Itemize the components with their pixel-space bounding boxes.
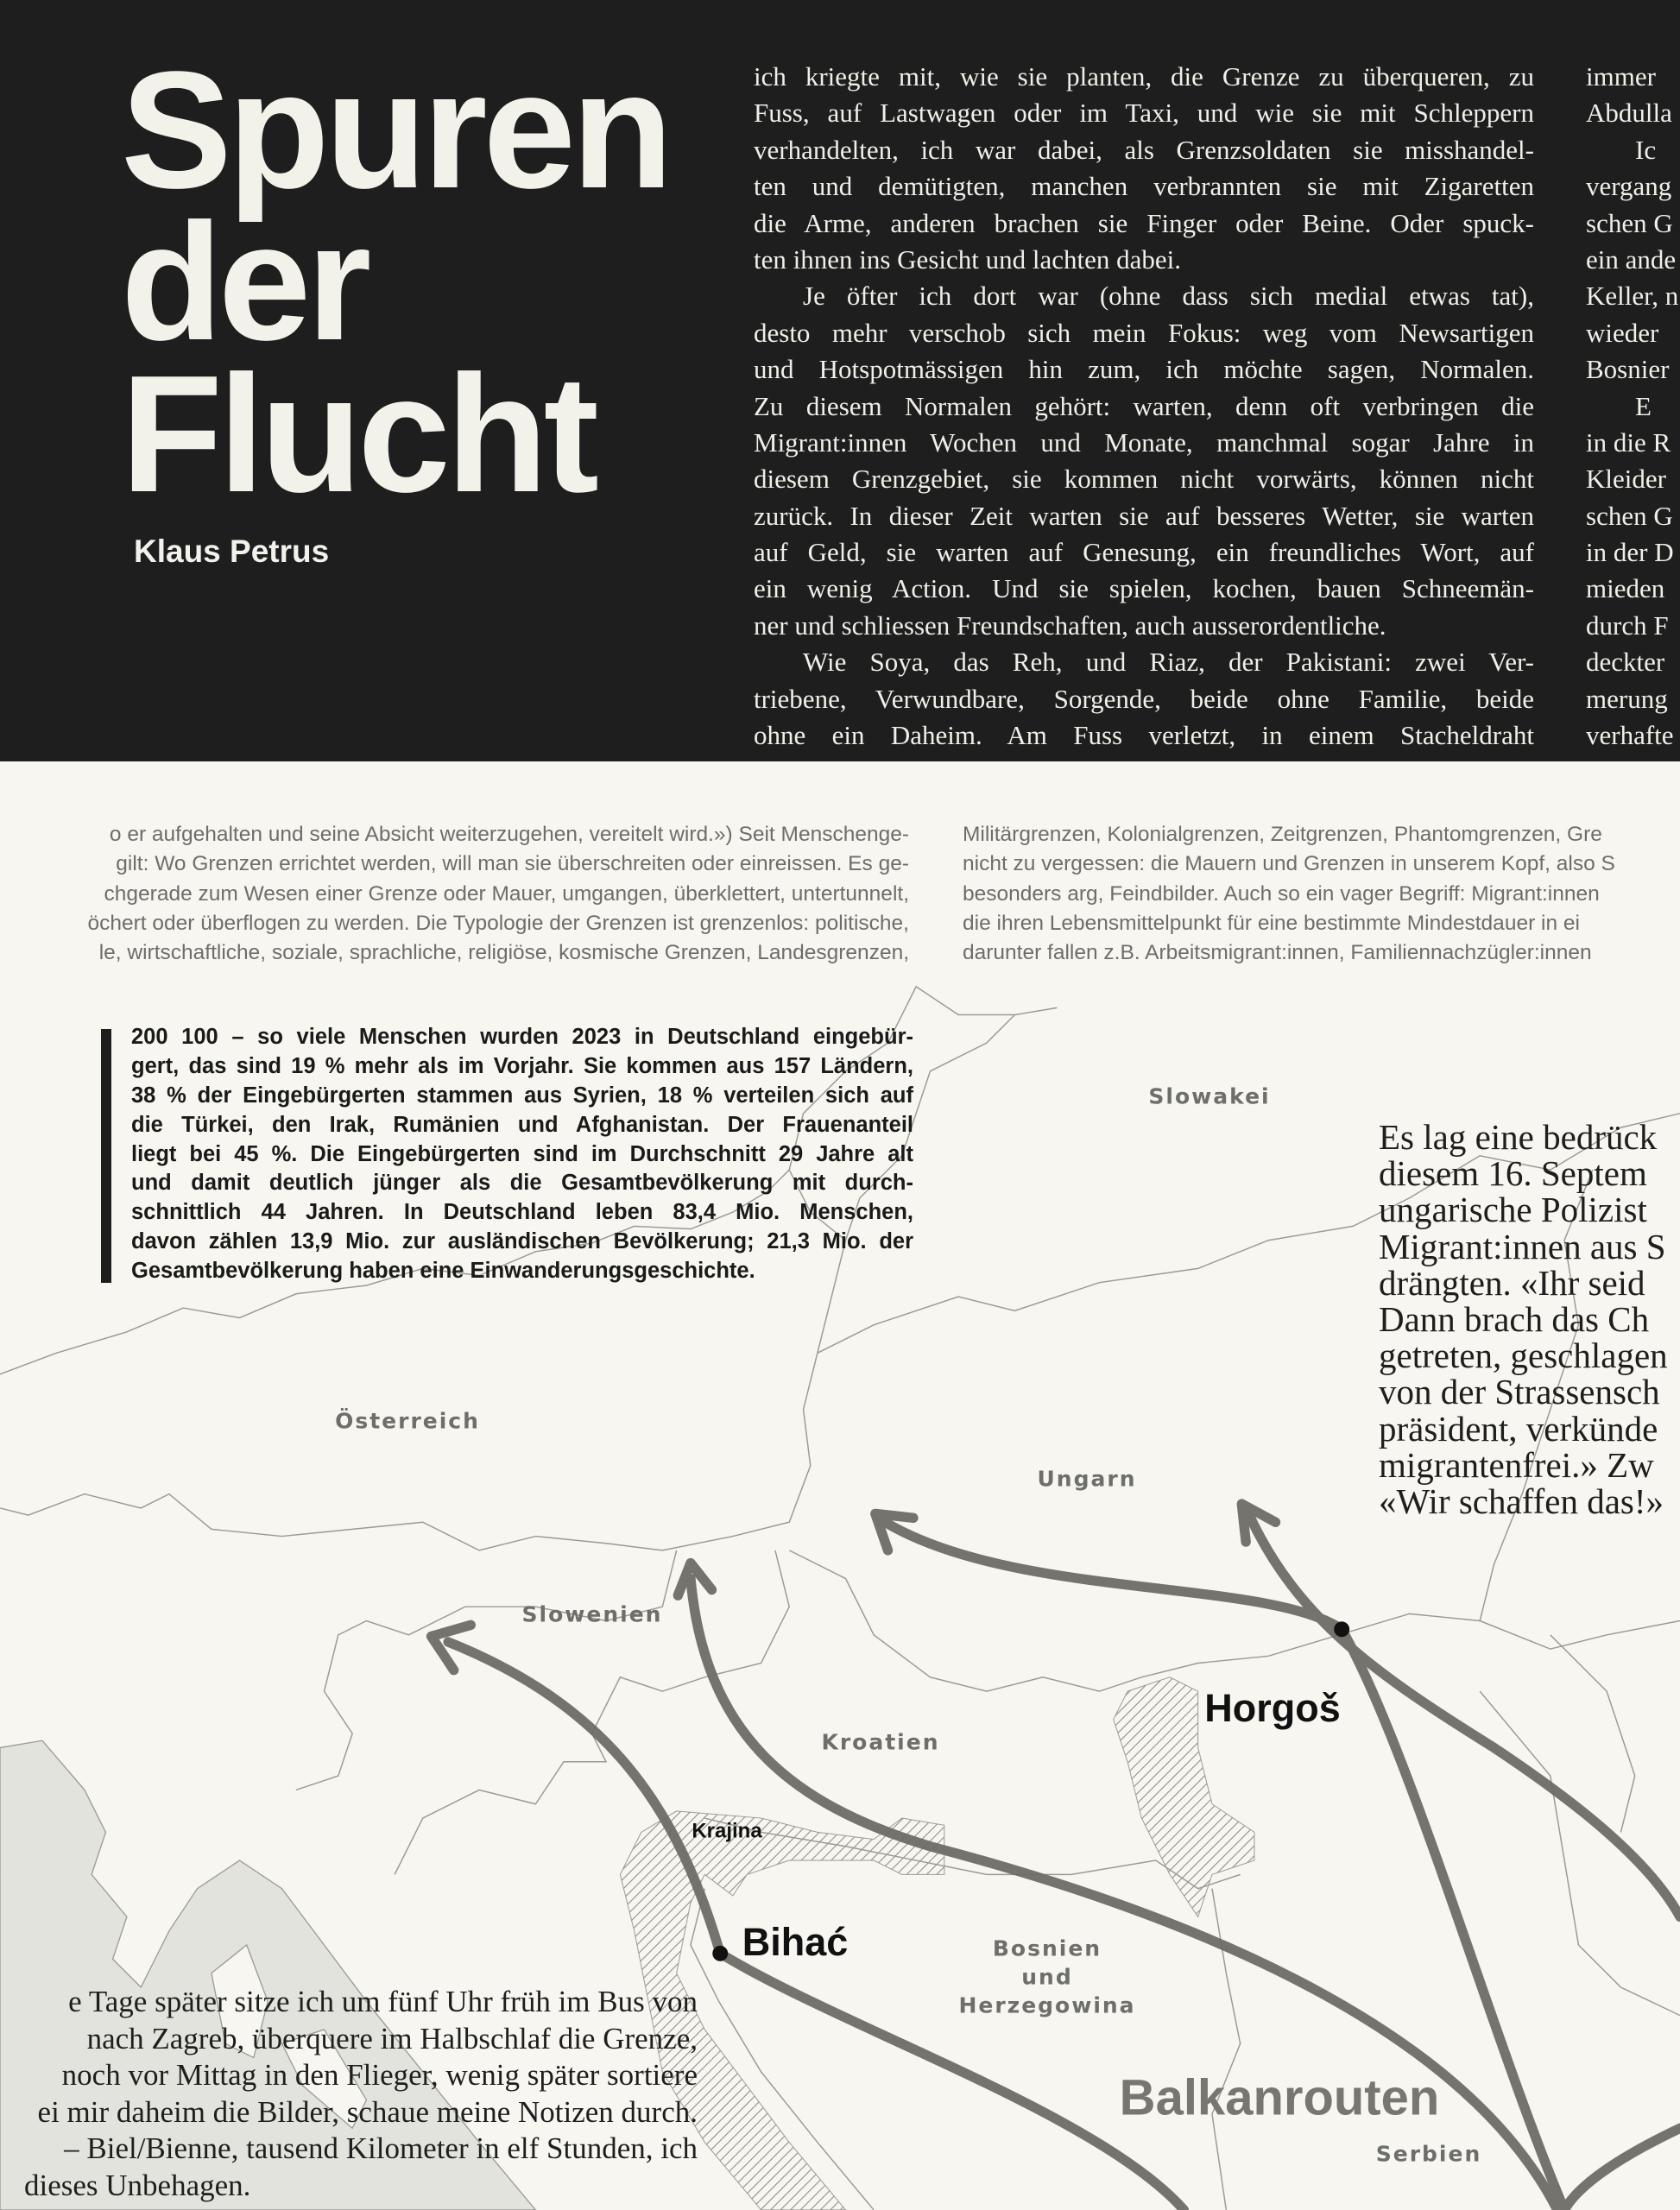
text-line: E xyxy=(1635,390,1652,421)
text-line: ein wenig Action. Und sie spielen, kochen, bauen Schneemän- xyxy=(754,573,1534,604)
route-from-east xyxy=(1564,2128,1680,2210)
text-line: die Türkei, den Irak, Rumänien und Afghanistan. Der Frauenanteil xyxy=(131,1112,913,1137)
bottom-text-column xyxy=(0,1984,698,2205)
text-line: immer xyxy=(1586,61,1656,92)
label-slowakei: Slowakei xyxy=(1148,1083,1271,1109)
text-line: diesem 16. Septem xyxy=(1379,1153,1647,1194)
text-line: chgerade zum Wesen einer Grenze oder Mauer, umgangen, überklettert, untertunnelt, xyxy=(104,881,909,906)
text-line: gilt: Wo Grenzen errichtet werden, will man sie überschreiten oder einreissen. Es ge- xyxy=(116,852,909,876)
city-bihac: Bihać xyxy=(742,1920,849,1964)
label-bosnien: Bosnien und Herzegowina xyxy=(958,1935,1136,2018)
text-line: ungarische Polizist xyxy=(1379,1190,1647,1230)
text-line: ten ihnen ins Gesicht und lachten dabei. xyxy=(754,243,1182,275)
text-line: ich kriegte mit, wie sie planten, die Grenze zu überqueren, zu xyxy=(754,61,1534,92)
text-line: besonders arg, Feindbilder. Auch so ein vager Begriff: Migrant:innen xyxy=(963,881,1600,906)
text-line: wieder xyxy=(1586,317,1659,348)
label-ungarn: Ungarn xyxy=(1037,1466,1137,1492)
text-line: öchert oder überflogen zu werden. Die Typologie der Grenzen ist grenzenlos: politische, xyxy=(87,911,909,935)
text-line: Militärgrenzen, Kolonialgrenzen, Zeitgrenzen, Phantomgrenzen, Gre xyxy=(963,823,1602,846)
text-line: mieden xyxy=(1586,573,1665,604)
text-line: Migrant:innen Wochen und Monate, manchmal sogar Jahre in xyxy=(754,426,1534,458)
text-line: ei mir daheim die Bilder, schaue meine Notizen durch. xyxy=(37,2094,698,2129)
text-line: drängten. «Ihr seid xyxy=(1379,1262,1645,1303)
author-byline: Klaus Petrus xyxy=(134,534,330,569)
city-horgos: Horgoš xyxy=(1204,1686,1341,1730)
text-line: noch vor Mittag in den Flieger, wenig später sortiere xyxy=(61,2058,698,2093)
text-line: in die R xyxy=(1586,426,1671,458)
facts-infobox xyxy=(131,1023,913,1286)
text-line: «Wir schaffen das!» xyxy=(1379,1481,1664,1521)
text-line: in der D xyxy=(1586,537,1674,568)
title-line: Spuren xyxy=(121,36,669,223)
text-line: durch F xyxy=(1586,609,1669,641)
text-line: präsident, verkünde xyxy=(1379,1408,1658,1449)
text-line: von der Strassensch xyxy=(1379,1372,1660,1412)
text-line: und Hotspotmässigen hin zum, ich möchte sagen, Normalen. xyxy=(754,354,1534,385)
text-line: Ic xyxy=(1635,134,1657,165)
title-line: der xyxy=(121,188,368,375)
text-line: schen G xyxy=(1586,500,1673,531)
text-line: triebene, Verwundbare, Sorgende, beide ohne Familie, beide xyxy=(754,683,1534,714)
text-line: Es lag eine bedrück xyxy=(1379,1117,1658,1157)
text-line: Migrant:innen aus S xyxy=(1379,1226,1666,1266)
label-oesterreich: Österreich xyxy=(335,1408,480,1434)
text-line: Fuss, auf Lastwagen oder im Taxi, und wie sie mit Schleppern xyxy=(754,98,1534,129)
text-line: o er aufgehalten und seine Absicht weiterzugehen, vereitelt wird.») Seit Menschenge- xyxy=(109,823,909,846)
text-line: e Tage später sitze ich um fünf Uhr früh im Bus von xyxy=(68,1985,698,2018)
text-line: verhafte xyxy=(1586,720,1674,751)
text-line: ein ande xyxy=(1586,243,1677,275)
text-line: ten und demütigten, manchen verbrannten sie mit Zigaretten xyxy=(754,171,1534,202)
text-line: die Arme, anderen brachen sie Finger oder Beine. Oder spuck- xyxy=(754,207,1534,238)
text-line: Dann brach das Ch xyxy=(1379,1298,1650,1339)
text-line: Kleider xyxy=(1586,464,1666,495)
text-line: deckter xyxy=(1586,647,1665,678)
text-line: Keller, n xyxy=(1586,281,1679,312)
text-line: und damit deutlich jünger als die Gesamtbevölkerung mit durch- xyxy=(131,1171,913,1196)
text-line: dieses Unbehagen. xyxy=(24,2168,251,2202)
text-line: schen G xyxy=(1586,207,1673,238)
text-line: desto mehr verschob sich mein Fokus: weg vom Newsartigen xyxy=(754,317,1534,348)
text-line: die ihren Lebensmittelpunkt für eine bestimmte Mindestdauer in ei xyxy=(963,911,1580,935)
text-line: Gesamtbevölkerung haben eine Einwanderungsgeschichte. xyxy=(131,1259,755,1284)
text-line: vergang xyxy=(1586,171,1672,202)
text-line: gert, das sind 19 % mehr als im Vorjahr. Sie kommen aus 157 Ländern, xyxy=(131,1053,913,1078)
text-line: Je öfter ich dort war (ohne dass sich medial etwas tat), xyxy=(803,281,1534,312)
text-line: ohne ein Daheim. Am Fuss verletzt, in einem Stacheldraht xyxy=(754,720,1534,751)
text-line: migrantenfrei.» Zw xyxy=(1379,1444,1654,1485)
text-line: davon zählen 13,9 Mio. zur ausländischen Bevölkerung; 21,3 Mio. der xyxy=(131,1229,913,1254)
bihac-dot xyxy=(712,1946,728,1961)
text-line: Abdulla xyxy=(1586,98,1672,129)
text-line: merung xyxy=(1586,683,1668,714)
text-line: le, wirtschaftliche, soziale, sprachliche, religiöse, kosmische Grenzen, Landesgrenzen, xyxy=(98,941,909,965)
text-line: nicht zu vergessen: die Mauern und Grenzen in unserem Kopf, also S xyxy=(963,852,1615,876)
text-line: nach Zagreb, überquere im Halbschlaf die Grenze, xyxy=(86,2021,698,2055)
title-line: Flucht xyxy=(121,340,595,527)
text-line: schnittlich 44 Jahren. In Deutschland leben 83,4 Mio. Menschen, xyxy=(131,1200,913,1225)
infobox-bar xyxy=(101,1029,111,1283)
text-line: Zu diesem Normalen gehört: warten, denn oft verbringen die xyxy=(754,390,1534,421)
label-kroatien: Kroatien xyxy=(821,1729,940,1755)
text-line: zurück. In dieser Zeit warten sie auf besseres Wetter, sie warten xyxy=(754,500,1534,531)
text-line: verhandelten, ich war dabei, als Grenzsoldaten sie misshandel- xyxy=(754,134,1534,165)
text-line: getreten, geschlagen xyxy=(1379,1335,1668,1376)
text-line: diesem Grenzgebiet, sie kommen nicht vorwärts, können nicht xyxy=(754,464,1534,495)
label-serbien: Serbien xyxy=(1375,2141,1482,2167)
label-krajina: Krajina xyxy=(692,1819,762,1843)
text-line: auf Geld, sie warten auf Genesung, ein freundliches Wort, auf xyxy=(754,537,1534,568)
text-line: ner und schliessen Freundschaften, auch ausserordentliche. xyxy=(754,609,1386,641)
text-line: Wie Soya, das Reh, und Riaz, der Pakistani: zwei Ver- xyxy=(803,647,1534,678)
map-title: Balkanrouten xyxy=(1119,2069,1440,2126)
text-line: darunter fallen z.B. Arbeitsmigrant:innen, Familiennachzügler:innen xyxy=(963,941,1592,965)
right-text-column xyxy=(1379,1119,1680,1519)
horgos-dot xyxy=(1334,1621,1349,1637)
text-line: 200 100 – so viele Menschen wurden 2023 in Deutschland eingebür- xyxy=(131,1025,913,1049)
text-line: 38 % der Eingebürgerten stammen aus Syrien, 18 % verteilen sich auf xyxy=(131,1083,913,1108)
text-line: – Biel/Bienne, tausend Kilometer in elf Stunden, ich xyxy=(64,2131,698,2166)
text-line: Bosnier xyxy=(1586,354,1670,385)
text-line: liegt bei 45 %. Die Eingebürgerten sind im Durchschnitt 29 Jahre alt xyxy=(131,1141,913,1166)
label-slowenien: Slowenien xyxy=(521,1601,663,1627)
